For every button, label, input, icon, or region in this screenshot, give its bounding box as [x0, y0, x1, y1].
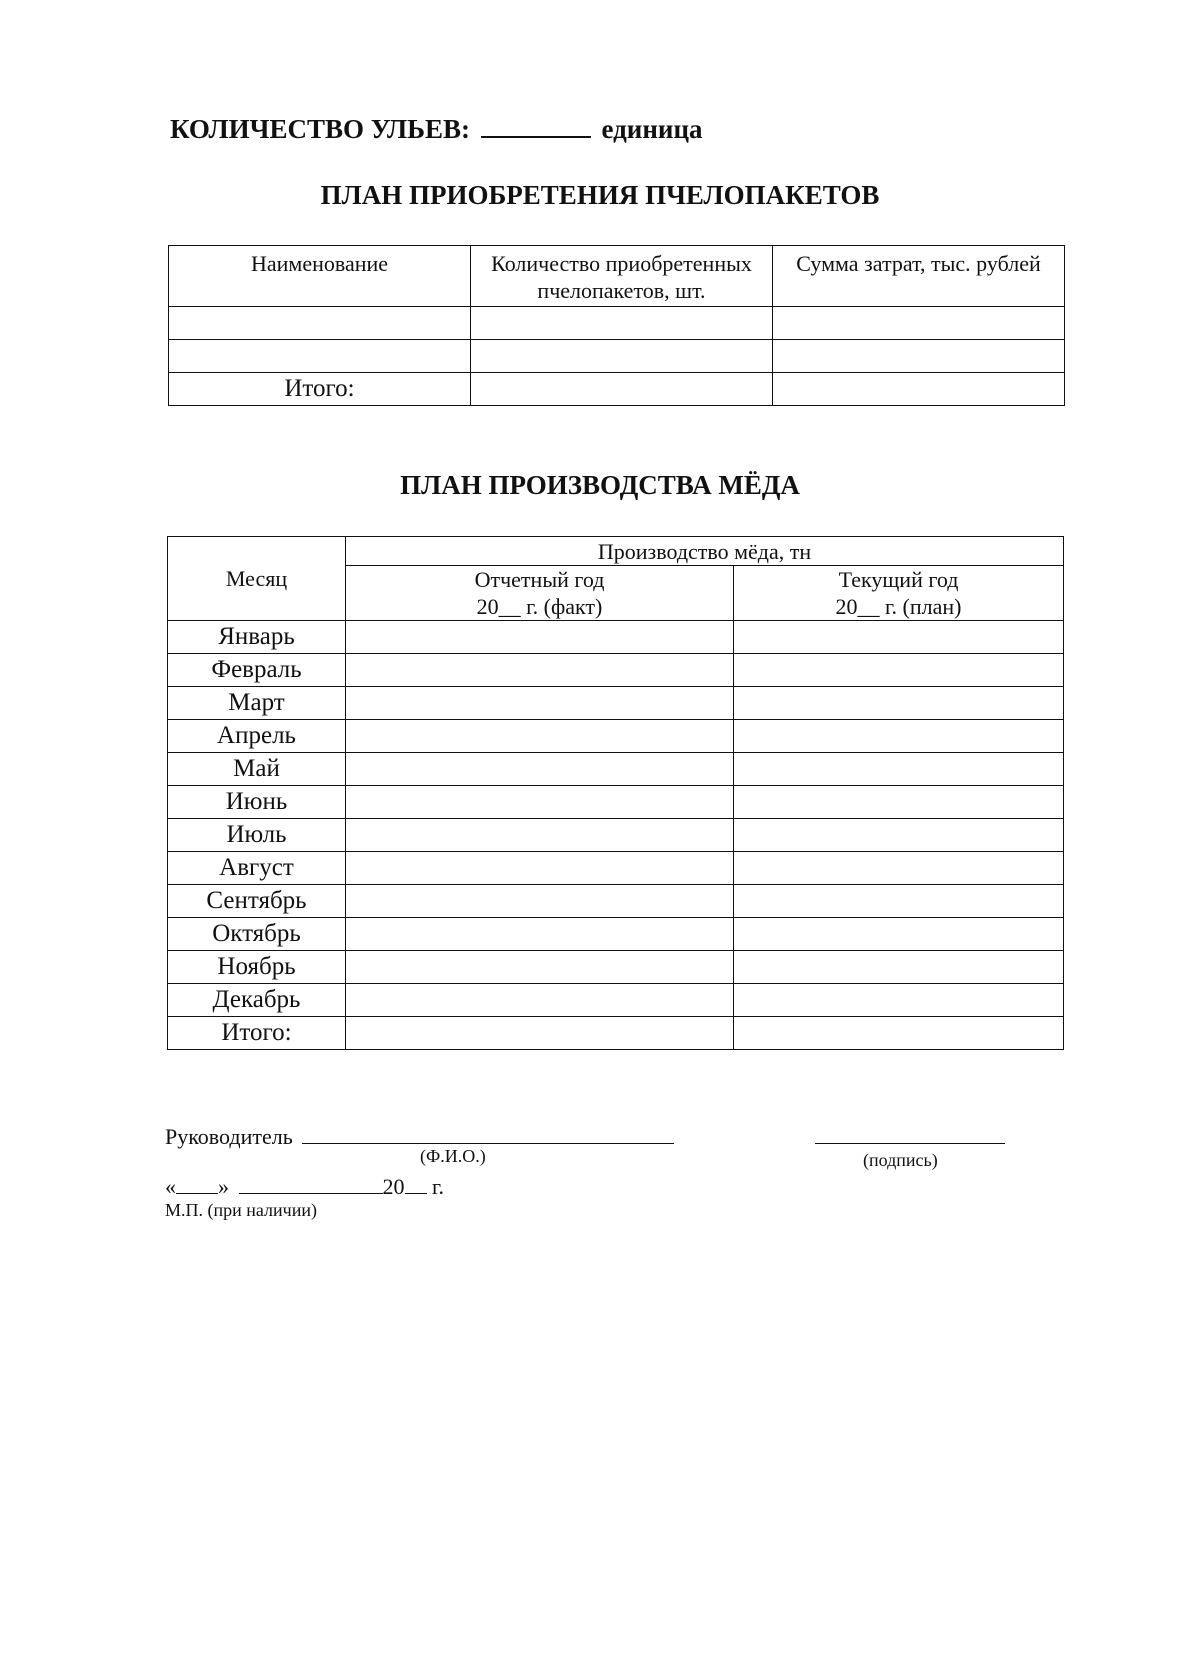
- month-label: Ноябрь: [168, 951, 346, 984]
- honey-production-title: ПЛАН ПРОИЗВОДСТВА МЁДА: [400, 470, 800, 500]
- table-cell[interactable]: [346, 786, 734, 819]
- table-cell[interactable]: [734, 687, 1064, 720]
- table-cell[interactable]: [471, 340, 773, 373]
- column-header-current-year: [734, 566, 1064, 621]
- hives-count-line: [170, 112, 703, 145]
- column-header-month: Месяц: [168, 537, 346, 621]
- table-header-row: [169, 246, 1065, 307]
- head-label: Руководитель: [165, 1124, 293, 1149]
- table-cell[interactable]: [734, 786, 1064, 819]
- month-label: Май: [168, 753, 346, 786]
- year-suffix: г.: [432, 1174, 445, 1199]
- signature-field[interactable]: [815, 1143, 1005, 1144]
- bee-packages-table: [168, 245, 1065, 406]
- month-field[interactable]: [239, 1173, 383, 1194]
- reporting-year-value: 20__ г. (факт): [476, 594, 603, 619]
- date-line: [165, 1173, 444, 1200]
- table-cell[interactable]: [346, 819, 734, 852]
- honey-production-table: [167, 536, 1064, 1050]
- table-row: [168, 753, 1064, 786]
- table-cell[interactable]: [346, 885, 734, 918]
- month-label: Август: [168, 852, 346, 885]
- table-cell[interactable]: [471, 307, 773, 340]
- table-cell[interactable]: [734, 984, 1064, 1017]
- table-cell[interactable]: [169, 340, 471, 373]
- month-label: Октябрь: [168, 918, 346, 951]
- table-cell[interactable]: [346, 852, 734, 885]
- year-field[interactable]: [405, 1173, 427, 1194]
- table-row: [168, 621, 1064, 654]
- table-cell[interactable]: [734, 819, 1064, 852]
- table-cell[interactable]: [773, 340, 1065, 373]
- table-row-total: [169, 373, 1065, 406]
- table-cell[interactable]: [734, 753, 1064, 786]
- table-cell[interactable]: [773, 373, 1065, 406]
- column-header-cost: Сумма затрат, тыс. рублей: [773, 246, 1065, 307]
- bee-packages-title: ПЛАН ПРИОБРЕТЕНИЯ ПЧЕЛОПАКЕТОВ: [320, 180, 880, 210]
- hives-count-unit: единица: [601, 114, 703, 144]
- month-label: Декабрь: [168, 984, 346, 1017]
- table-row: [168, 951, 1064, 984]
- column-header-quantity: Количество приобретенных пчелопакетов, шт.: [471, 246, 773, 307]
- table-cell[interactable]: [734, 885, 1064, 918]
- current-year-label: Текущий год: [838, 567, 959, 592]
- table-row: [168, 654, 1064, 687]
- table-cell[interactable]: [734, 918, 1064, 951]
- table-cell[interactable]: [734, 1017, 1064, 1050]
- total-label: Итого:: [169, 373, 471, 406]
- table-row: [168, 819, 1064, 852]
- signature-caption: (подпись): [863, 1150, 938, 1170]
- month-label: Июль: [168, 819, 346, 852]
- hives-count-label: КОЛИЧЕСТВО УЛЬЕВ:: [170, 114, 471, 144]
- stamp-note: М.П. (при наличии): [165, 1200, 317, 1220]
- table-row: [168, 786, 1064, 819]
- table-cell[interactable]: [346, 621, 734, 654]
- month-label: Март: [168, 687, 346, 720]
- month-label: Январь: [168, 621, 346, 654]
- reporting-year-label: Отчетный год: [474, 567, 605, 592]
- table-row: [168, 918, 1064, 951]
- table-cell[interactable]: [346, 951, 734, 984]
- table-cell[interactable]: [346, 654, 734, 687]
- table-row: [169, 340, 1065, 373]
- table-cell[interactable]: [734, 621, 1064, 654]
- fio-field[interactable]: [302, 1121, 674, 1144]
- month-label: Сентябрь: [168, 885, 346, 918]
- column-header-name: Наименование: [169, 246, 471, 307]
- table-cell[interactable]: [346, 1017, 734, 1050]
- table-cell[interactable]: [734, 720, 1064, 753]
- fio-caption: (Ф.И.О.): [420, 1146, 486, 1166]
- date-open-quote: «: [165, 1174, 176, 1199]
- year-prefix: 20: [382, 1174, 405, 1199]
- table-cell[interactable]: [471, 373, 773, 406]
- table-cell[interactable]: [346, 984, 734, 1017]
- month-label: Апрель: [168, 720, 346, 753]
- current-year-value: 20__ г. (план): [835, 594, 962, 619]
- table-cell[interactable]: [734, 654, 1064, 687]
- column-header-production: Производство мёда, тн: [346, 537, 1064, 566]
- total-label: Итого:: [168, 1017, 346, 1050]
- table-cell[interactable]: [346, 687, 734, 720]
- table-cell[interactable]: [169, 307, 471, 340]
- table-row: [168, 984, 1064, 1017]
- table-row: [168, 720, 1064, 753]
- table-cell[interactable]: [346, 918, 734, 951]
- month-label: Июнь: [168, 786, 346, 819]
- date-close-quote: »: [218, 1174, 229, 1199]
- table-row: [168, 687, 1064, 720]
- table-cell[interactable]: [734, 852, 1064, 885]
- month-label: Февраль: [168, 654, 346, 687]
- table-row: [169, 307, 1065, 340]
- table-row: [168, 885, 1064, 918]
- hives-count-field[interactable]: [481, 112, 591, 138]
- table-row-total: [168, 1017, 1064, 1050]
- table-header-row: [168, 537, 1064, 566]
- table-cell[interactable]: [346, 753, 734, 786]
- table-cell[interactable]: [773, 307, 1065, 340]
- day-field[interactable]: [176, 1173, 218, 1194]
- table-row: [168, 852, 1064, 885]
- table-cell[interactable]: [346, 720, 734, 753]
- column-header-reporting-year: [346, 566, 734, 621]
- table-cell[interactable]: [734, 951, 1064, 984]
